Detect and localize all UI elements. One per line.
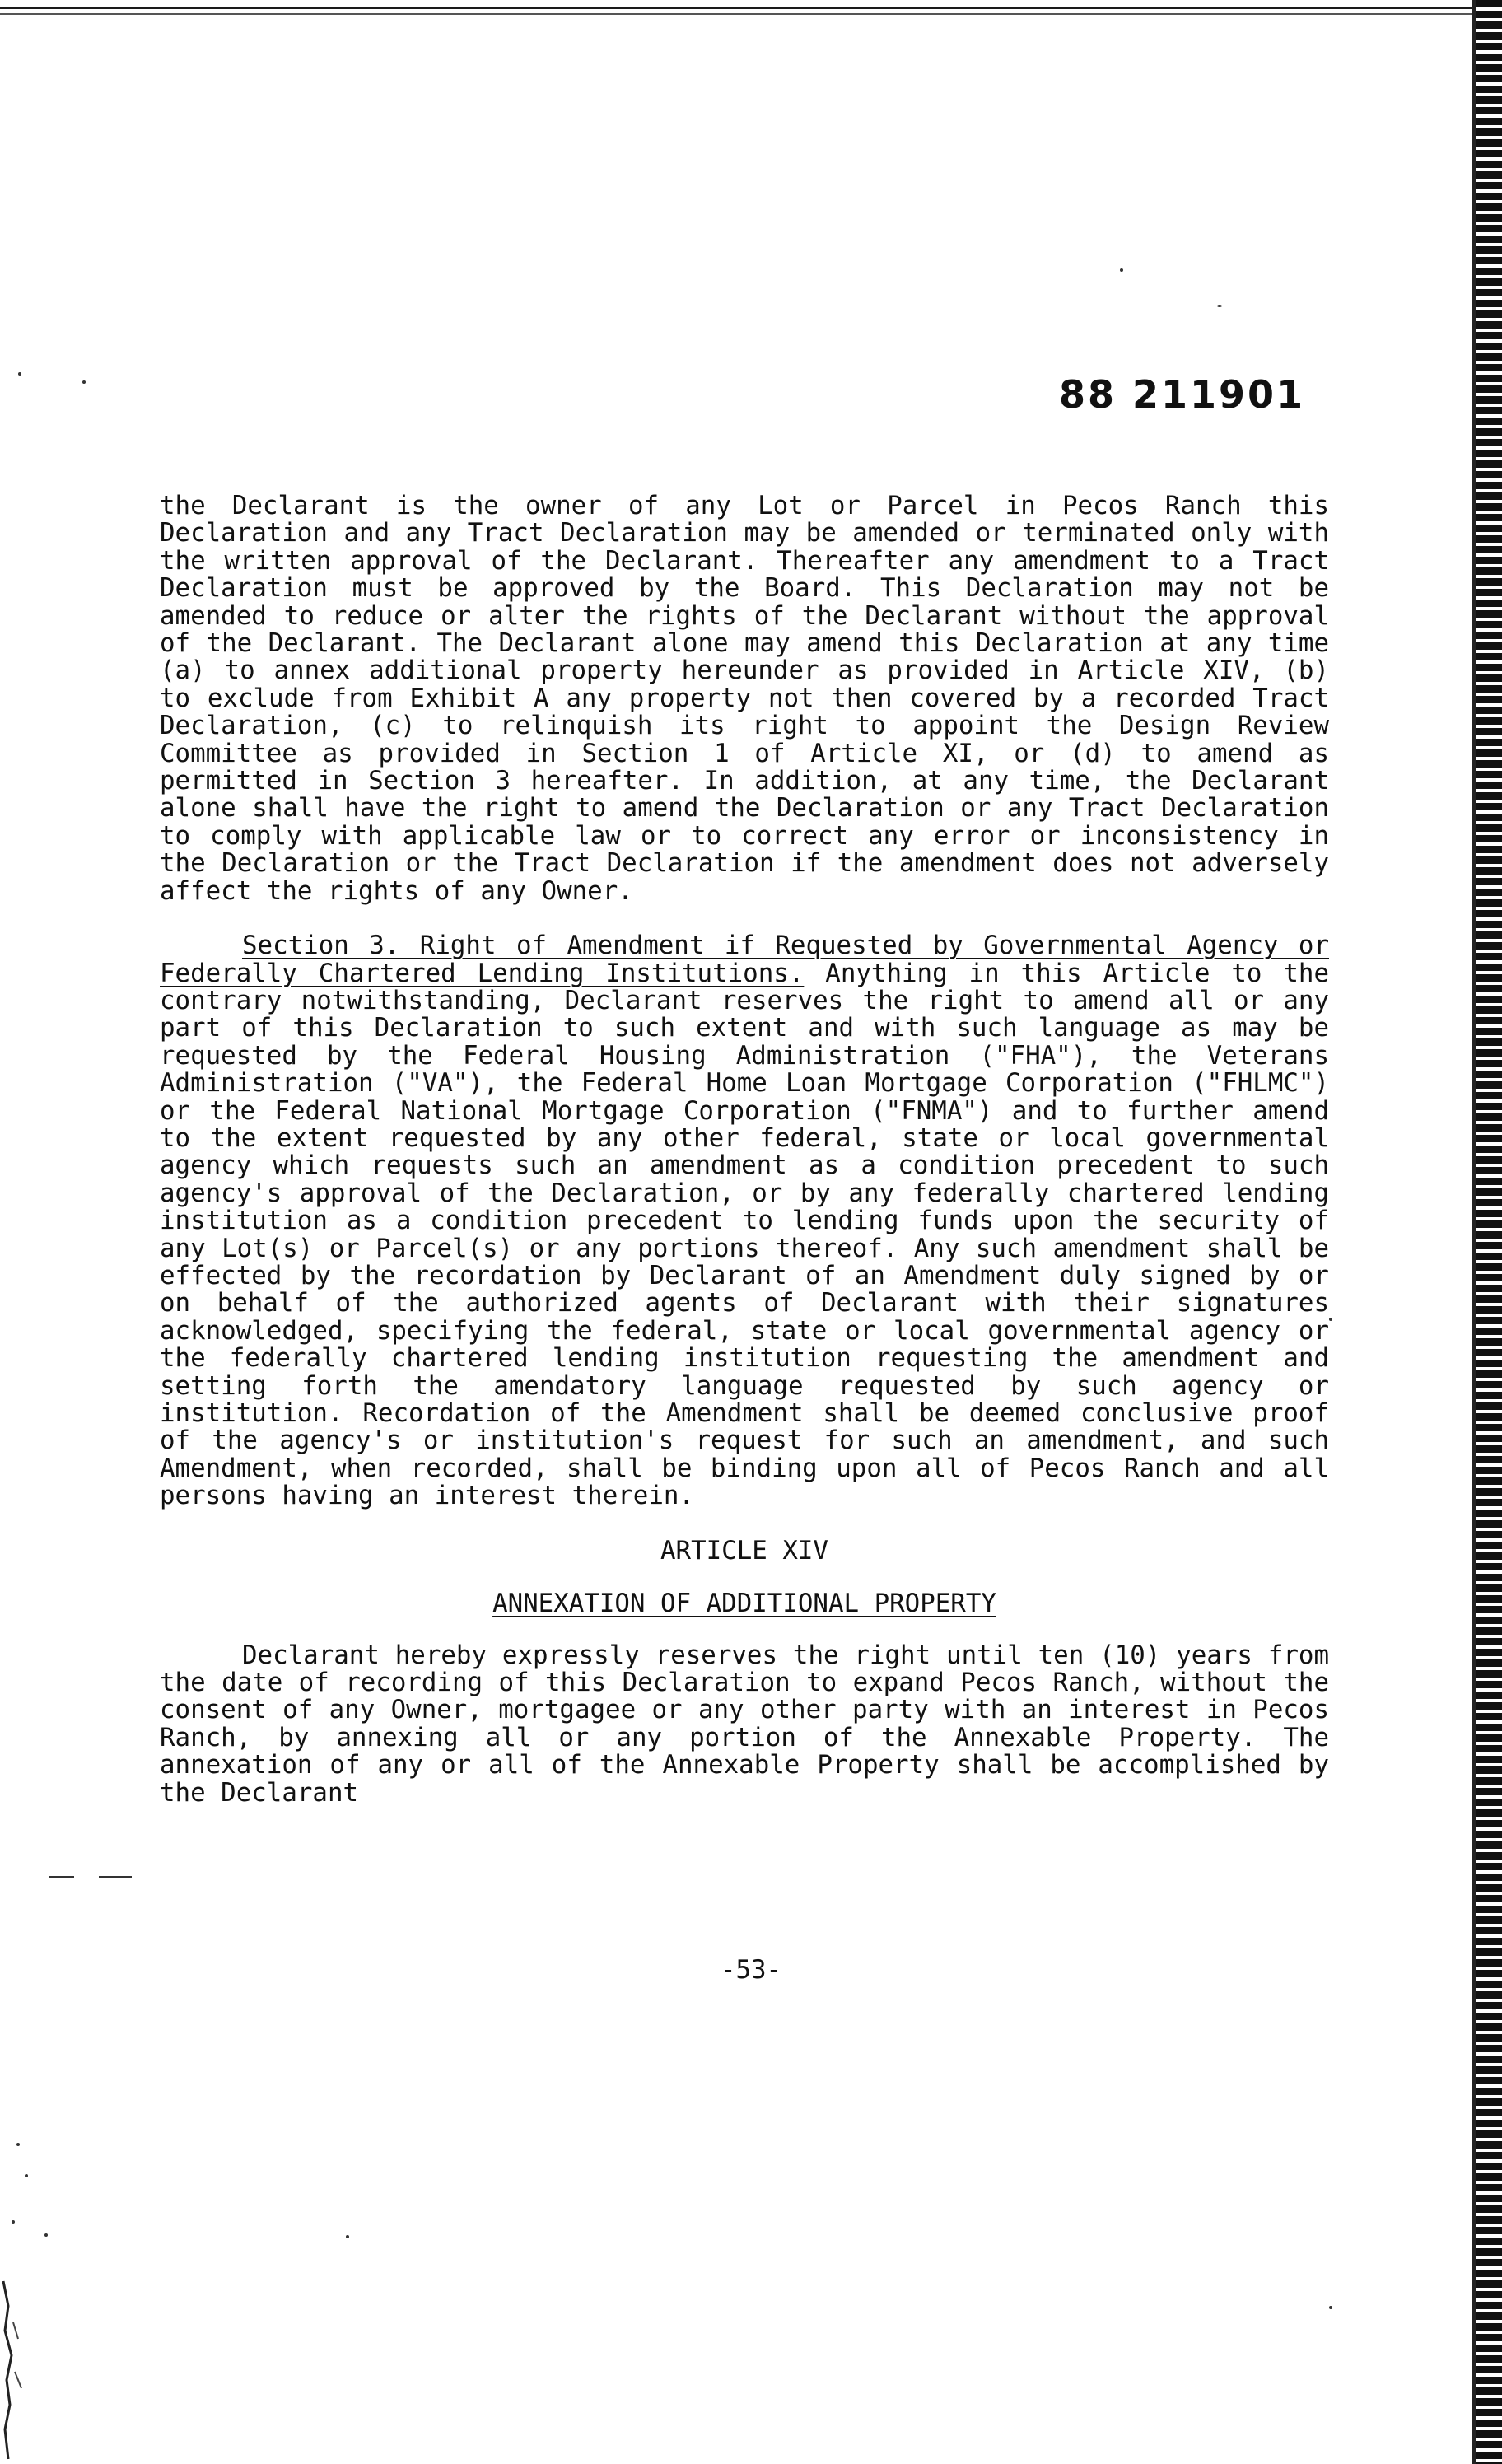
- scan-speck: [1329, 2306, 1332, 2309]
- scan-speck: [49, 1876, 74, 1878]
- scan-speck: [82, 380, 86, 384]
- section-3-text: Anything in this Article to the contrary notwithstanding, Declarant reserves the right to amend all or any part of this Declaration to such extent and with such language as may be requested by the Federal Housing Administration ("FHA"), the Veterans Administration ("VA"), the Federal Home Loan Mortgage Corporation ("FHLMC") or the Federal National Mortgage Corporation ("FNMA") and to further amend to the extent requested by any other federal, state or local governmental agency which requests such an amendment as a condition precedent to such agency's approval of the Declaration, or by any federally chartered lending institution as a condition precedent to lending funds upon the security of any Lot(s) or Parcel(s) or any portions thereof. Any such amendment shall be effected by the recordation by Declarant of an Amendment duly signed by or on behalf of the authorized agents of Declarant with their signatures acknowledged, specifying the federal, state or local governmental agency or the federally chartered lending institution requesting the amendment and setting forth the amendatory language requested by such agency or institution. Recordation of the Amendment shall be deemed conclusive proof of the agency's or institution's request for such an amendment, and such Amendment, when recorded, shall be binding upon all of Pecos Ranch and all persons having an interest therein.: [160, 958, 1330, 1511]
- scan-speck: [12, 2220, 15, 2224]
- scan-top-rule-secondary: [0, 13, 1482, 15]
- scan-speck: [18, 372, 21, 376]
- scan-speck: [1217, 305, 1222, 307]
- scan-top-rule: [0, 7, 1482, 9]
- paragraph-section-3: [160, 932, 1329, 1510]
- section-3-heading: Section 3. Right of Amendment if Requested by Governmental Agency or Federally Chartered Lending Institutions.: [160, 931, 1329, 988]
- page-body: [160, 492, 1329, 1807]
- scan-speck: [346, 2235, 349, 2238]
- scan-speck: [1120, 268, 1123, 272]
- annexation-text: Declarant hereby expressly reserves the right until ten (10) years from the date of recording of this Declaration to expand Pecos Ranch, without the consent of any Owner, mortgagee or any other party with an interest in Pecos Ranch, by annexing all or any portion of the Annexable Property. The annexation of any or all of the Annexable Property shall be accomplished by the Declarant: [160, 1640, 1329, 1808]
- paragraph-annexation: [160, 1642, 1329, 1807]
- article-title: [160, 1589, 1329, 1617]
- paragraph-amendment-approval: the Declarant is the owner of any Lot or Parcel in Pecos Ranch this Declaration and any Tract Declaration may be amended or terminated only with the written approval of the Declarant. Thereafter any amendment to a Tract Declaration must be approved by the Board. This Declaration may not be amended to reduce or alter the rights of the Declarant without the approval of the Declarant. The Declarant alone may amend this Declaration at any time (a) to annex additional property hereunder as provided in Article XIV, (b) to exclude from Exhibit A any property not then covered by a recorded Tract Declaration, (c) to relinquish its right to appoint the Design Review Committee as provided in Section 1 of Article XI, or (d) to amend as permitted in Section 3 hereafter. In addition, at any time, the Declarant alone shall have the right to amend the Declaration or any Tract Declaration to comply with applicable law or to correct any error or inconsistency in the Declaration or the Tract Declaration if the amendment does not adversely affect the rights of any Owner.: [160, 491, 1329, 906]
- article-number: ARTICLE XIV: [660, 1535, 828, 1566]
- document-number: 88 211901: [1059, 372, 1306, 417]
- scan-speck: [16, 2143, 20, 2146]
- scan-margin-artifact: [0, 2273, 33, 2462]
- scan-sprocket-edge: [1476, 0, 1502, 2464]
- scan-speck: [1329, 1318, 1332, 1321]
- scan-speck: [99, 1876, 132, 1878]
- scan-speck: [25, 2174, 28, 2177]
- article-title-text: ANNEXATION OF ADDITIONAL PROPERTY: [492, 1588, 996, 1618]
- scan-speck: [44, 2233, 48, 2237]
- page-number: -53-: [720, 1955, 782, 1985]
